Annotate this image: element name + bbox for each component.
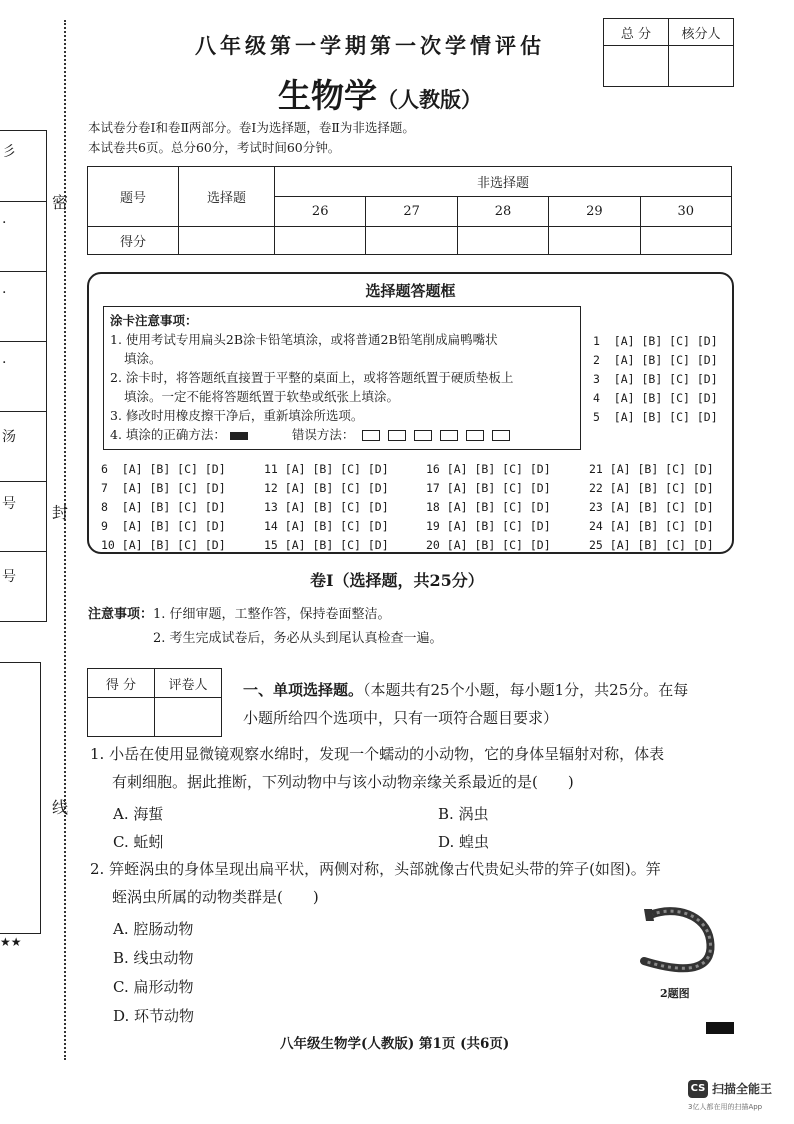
answer-row-1[interactable]: 1 [A] [B] [C] [D] (593, 334, 718, 348)
answer-grid-col-1 (101, 460, 226, 555)
part1-heading: 一、单项选择题。 (243, 681, 364, 699)
binding-feng: 封 (52, 503, 69, 522)
figure-caption: 2题图 (660, 987, 690, 1000)
wrong-method-label: 错误方法： (291, 427, 355, 442)
page-footer: 八年级生物学(人教版) 第1页 (共6页) (280, 1036, 510, 1052)
wrong-sample-circle (466, 430, 484, 441)
side-label: . (2, 281, 7, 297)
black-mark (706, 1022, 734, 1034)
answer-row[interactable]: 11 [A] [B] [C] [D] (264, 462, 389, 476)
grader-box (87, 668, 222, 737)
correct-method-label: 4. 填涂的正确方法： (110, 427, 226, 442)
side-label: . (2, 351, 7, 367)
answer-row[interactable]: 13 [A] [B] [C] [D] (264, 500, 389, 514)
question-text: 2. 笄蛭涡虫的身体呈现出扁平状，两侧对称，头部就像古代贵妃头带的笄子(如图)。笄 (90, 860, 661, 878)
answer-row[interactable]: 22 [A] [B] [C] [D] (589, 481, 714, 495)
filling-notes (103, 306, 581, 450)
question-number: 28 (457, 197, 548, 227)
answer-grid-col-2 (264, 460, 389, 555)
nonchoice-label: 非选择题 (275, 167, 732, 197)
answer-row-2[interactable]: 2 [A] [B] [C] [D] (593, 353, 718, 367)
question-2 (90, 855, 740, 911)
question-number: 26 (275, 197, 366, 227)
answer-grid-col-3 (426, 460, 551, 555)
answer-row[interactable]: 18 [A] [B] [C] [D] (426, 500, 551, 514)
score-cell[interactable] (366, 227, 457, 255)
q1-option-b[interactable]: B. 涡虫 (438, 805, 489, 823)
choice-label: 选择题 (179, 167, 275, 227)
question-number: 29 (549, 197, 640, 227)
part1-desc: （本题共有25个小题，每小题1分，共25分。在每 (363, 681, 689, 699)
answer-row[interactable]: 25 [A] [B] [C] [D] (589, 538, 714, 552)
side-label: 号 (2, 496, 16, 512)
answer-grid-col-4 (589, 460, 714, 555)
part1-desc: 小题所给四个选项中，只有一项符合题目要求） (243, 709, 559, 727)
subject-title: 生物学（人教版） (278, 76, 482, 115)
score-cell[interactable] (640, 227, 731, 255)
answer-row[interactable]: 24 [A] [B] [C] [D] (589, 519, 714, 533)
answer-row[interactable]: 19 [A] [B] [C] [D] (426, 519, 551, 533)
total-label: 总 分 (604, 19, 669, 46)
grader-score-label: 得 分 (88, 669, 155, 698)
note-line: 3. 修改时用橡皮擦干净后，重新填涂所选项。 (110, 408, 364, 423)
q2-option-b[interactable]: B. 线虫动物 (113, 949, 194, 967)
attention-line-2: 2. 考生完成试卷后，务必从头到尾认真检查一遍。 (153, 631, 443, 646)
question-number: 30 (640, 197, 731, 227)
q1-option-c[interactable]: C. 蚯蚓 (113, 833, 164, 851)
score-cell[interactable] (179, 227, 275, 255)
flatworm-figure (636, 905, 726, 985)
q2-option-c[interactable]: C. 扁形动物 (113, 978, 194, 996)
answer-row-4[interactable]: 4 [A] [B] [C] [D] (593, 391, 718, 405)
wrong-sample-line (440, 430, 458, 441)
section-title: 卷Ⅰ（选择题，共25分） (310, 571, 484, 590)
intro-line-1: 本试卷分卷Ⅰ和卷Ⅱ两部分。卷Ⅰ为选择题，卷Ⅱ为非选择题。 (88, 120, 415, 135)
total-score-box (603, 18, 734, 87)
answer-row[interactable]: 8 [A] [B] [C] [D] (101, 500, 226, 514)
answer-row[interactable]: 7 [A] [B] [C] [D] (101, 481, 226, 495)
grader-score-cell[interactable] (88, 698, 155, 737)
side-label: 号 (2, 569, 16, 585)
score-cell[interactable] (457, 227, 548, 255)
exam-title: 八年级第一学期第一次学情评估 (195, 33, 545, 58)
grader-reviewer-label: 评卷人 (155, 669, 222, 698)
side-label: 汤 (2, 429, 16, 445)
q1-option-a[interactable]: A. 海蜇 (113, 805, 164, 823)
note-line: 1. 使用考试专用扁头2B涂卡铅笔填涂，或将普通2B铅笔削成扁鸭嘴状 (110, 332, 498, 347)
answer-row[interactable]: 16 [A] [B] [C] [D] (426, 462, 551, 476)
side-stars: ★★ (0, 935, 22, 949)
answer-row[interactable]: 10 [A] [B] [C] [D] (101, 538, 226, 552)
binding-mi: 密 (52, 193, 69, 212)
answer-row[interactable]: 23 [A] [B] [C] [D] (589, 500, 714, 514)
wrong-sample-x (414, 430, 432, 441)
checker-cell[interactable] (669, 46, 734, 87)
answer-sheet-frame (87, 272, 734, 554)
score-table (87, 166, 732, 255)
answer-row[interactable]: 14 [A] [B] [C] [D] (264, 519, 389, 533)
answer-row-5[interactable]: 5 [A] [B] [C] [D] (593, 410, 718, 424)
answer-frame-title: 选择题答题框 (365, 282, 456, 300)
note-line: 填涂。 (124, 351, 162, 366)
side-label: . (2, 211, 7, 227)
answer-row[interactable]: 20 [A] [B] [C] [D] (426, 538, 551, 552)
answer-row[interactable]: 21 [A] [B] [C] [D] (589, 462, 714, 476)
scanner-slogan: 3亿人都在用的扫描App (688, 1103, 763, 1111)
score-cell[interactable] (549, 227, 640, 255)
side-label: 彡 (2, 144, 16, 160)
grader-reviewer-cell[interactable] (155, 698, 222, 737)
wrong-sample-slash (492, 430, 510, 441)
scanner-logo-icon: CS (688, 1080, 708, 1098)
q2-option-d[interactable]: D. 环节动物 (113, 1007, 195, 1025)
answer-row[interactable]: 6 [A] [B] [C] [D] (101, 462, 226, 476)
note-line: 填涂。一定不能将答题纸置于软垫或纸张上填涂。 (124, 389, 400, 404)
question-number: 27 (366, 197, 457, 227)
student-info-strip (0, 130, 47, 622)
wrong-sample-check (362, 430, 380, 441)
checker-label: 核分人 (669, 19, 734, 46)
intro-line-2: 本试卷共6页。总分60分，考试时间60分钟。 (88, 140, 341, 155)
part1-instructions (243, 676, 743, 732)
notes-title: 涂卡注意事项： (110, 313, 198, 328)
total-cell[interactable] (604, 46, 669, 87)
answer-row-3[interactable]: 3 [A] [B] [C] [D] (593, 372, 718, 386)
side-photo-box (0, 662, 41, 934)
answer-row[interactable]: 12 [A] [B] [C] [D] (264, 481, 389, 495)
q1-option-d[interactable]: D. 蝗虫 (438, 833, 490, 851)
fill-method-line (110, 425, 580, 444)
attention-line-1: 注意事项：1. 仔细审题，工整作答，保持卷面整洁。 (88, 607, 391, 622)
answer-row[interactable]: 9 [A] [B] [C] [D] (101, 519, 226, 533)
score-label: 得分 (88, 227, 179, 255)
binding-dotted-line (64, 20, 66, 1060)
answer-row[interactable]: 15 [A] [B] [C] [D] (264, 538, 389, 552)
correct-fill-sample (230, 432, 248, 440)
question-text: 1. 小岳在使用显微镜观察水绵时，发现一个蠕动的小动物，它的身体呈辐射对称，体表 (90, 745, 665, 763)
q2-option-a[interactable]: A. 腔肠动物 (113, 920, 194, 938)
question-text: 有刺细胞。据此推断，下列动物中与该小动物亲缘关系最近的是( ) (112, 773, 574, 791)
answer-row[interactable]: 17 [A] [B] [C] [D] (426, 481, 551, 495)
wrong-sample-dot (388, 430, 406, 441)
question-1 (90, 740, 740, 796)
answer-column-right (593, 332, 718, 427)
score-cell[interactable] (275, 227, 366, 255)
binding-xian: 线 (52, 798, 69, 817)
scanner-brand: 扫描全能王 (712, 1082, 773, 1096)
note-line: 2. 涂卡时，将答题纸直接置于平整的桌面上，或将答题纸置于硬质垫板上 (110, 370, 514, 385)
question-no-label: 题号 (88, 167, 179, 227)
question-text: 蛭涡虫所属的动物类群是( ) (112, 888, 319, 906)
